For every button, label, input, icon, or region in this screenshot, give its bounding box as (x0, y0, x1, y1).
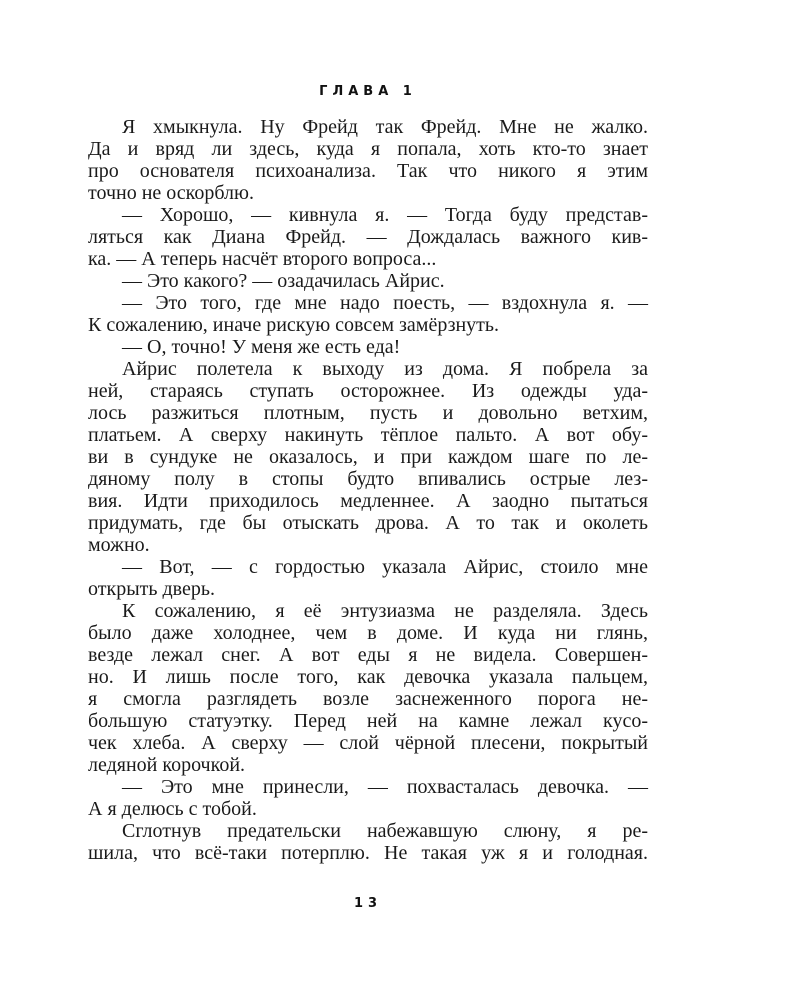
text-line: платьем. А сверху накинуть тёплое пальто. А вот обу- (88, 424, 648, 446)
text-line: я смогла разглядеть возле заснеженного порога не- (88, 688, 648, 710)
text-line: ка. — А теперь насчёт второго вопроса... (88, 248, 437, 270)
text-line: — Это мне принесли, — похвасталась девочка. — (122, 776, 648, 798)
chapter-title: ГЛАВА 1 (319, 84, 417, 99)
text-line: придумать, где бы отыскать дрова. А то так и околеть (88, 512, 648, 534)
text-line: открыть дверь. (88, 578, 215, 600)
text-line: ней, стараясь ступать осторожнее. Из одежды уда- (88, 380, 648, 402)
text-line: ледяной корочкой. (88, 754, 246, 776)
text-line: вия. Идти приходилось медленнее. А заодно пытаться (88, 490, 648, 512)
text-line: шила, что всё-таки потерплю. Не такая уж я и голодная. (88, 842, 648, 864)
text-line: точно не оскорблю. (88, 182, 254, 204)
text-line: про основателя психоанализа. Так что никого я этим (88, 160, 648, 182)
text-line: К сожалению, я её энтузиазма не разделяла. Здесь (122, 600, 648, 622)
chapter-text (88, 116, 648, 864)
text-line: ви в сундуке не оказалось, и при каждом шаге по ле- (88, 446, 648, 468)
text-line: было даже холоднее, чем в доме. И куда ни глянь, (88, 622, 648, 644)
text-line: Я хмыкнула. Ну Фрейд так Фрейд. Мне не жалко. (122, 116, 648, 138)
text-line: лось разжиться плотным, пусть и довольно ветхим, (88, 402, 648, 424)
text-line: Айрис полетела к выходу из дома. Я побрела за (122, 358, 648, 380)
text-line: А я делюсь с тобой. (88, 798, 257, 820)
text-line: — Вот, — с гордостью указала Айрис, стоило мне (122, 556, 648, 578)
text-line: но. И лишь после того, как девочка указала пальцем, (88, 666, 648, 688)
text-line: Сглотнув предательски набежавшую слюну, я ре- (122, 820, 648, 842)
text-line: чек хлеба. А сверху — слой чёрной плесени, покрытый (88, 732, 648, 754)
text-line: дяному полу в стопы будто впивались острые лез- (88, 468, 648, 490)
text-line: Да и вряд ли здесь, куда я попала, хоть кто-то знает (88, 138, 648, 160)
text-line: везде лежал снег. А вот еды я не видела. Совершен- (88, 644, 648, 666)
text-line: К сожалению, иначе рискую совсем замёрзнуть. (88, 314, 500, 336)
text-line: большую статуэтку. Перед ней на камне лежал кусо- (88, 710, 648, 732)
text-line: ляться как Диана Фрейд. — Дождалась важного кив- (88, 226, 648, 248)
text-line: — Это какого? — озадачилась Айрис. (122, 270, 445, 292)
text-line: можно. (88, 534, 150, 556)
text-line: — Хорошо, — кивнула я. — Тогда буду представ- (122, 204, 648, 226)
text-line: — О, точно! У меня же есть еда! (122, 336, 401, 358)
book-page (88, 0, 648, 1000)
text-line: — Это того, где мне надо поесть, — вздохнула я. — (122, 292, 648, 314)
page-number: 13 (353, 896, 383, 911)
